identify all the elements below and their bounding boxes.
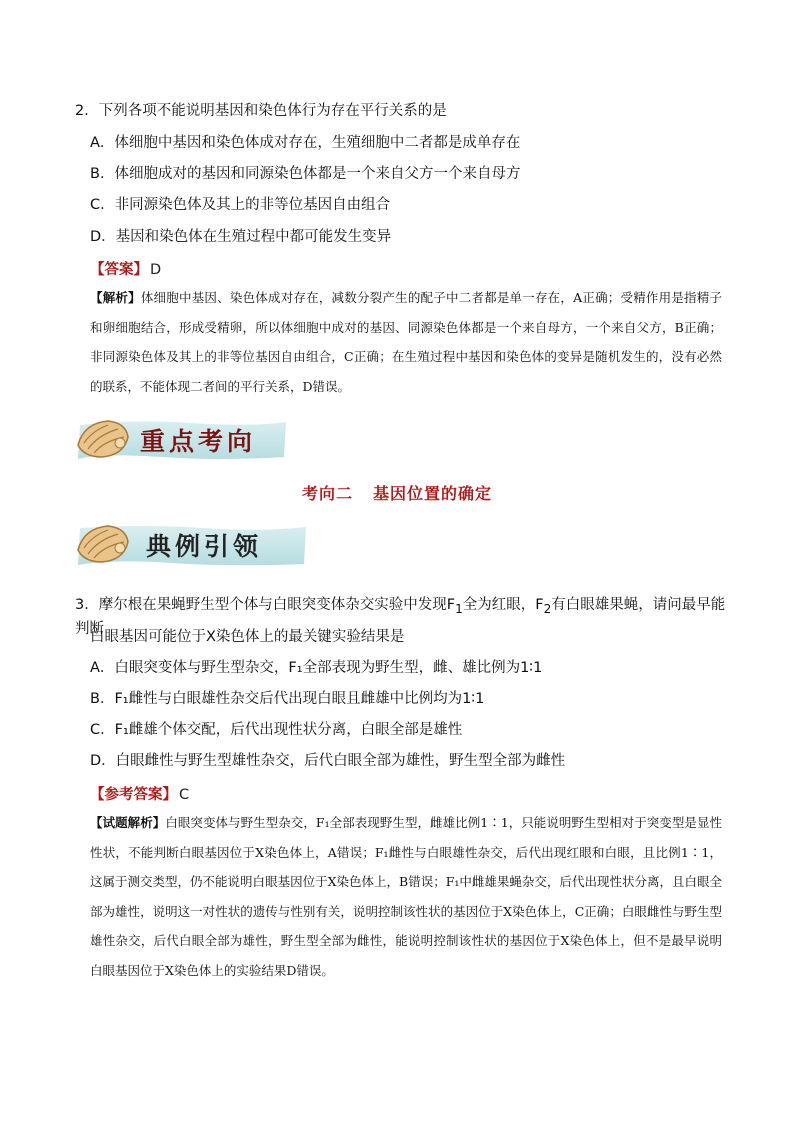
section-name: 基因位置的确定	[373, 484, 493, 503]
question-text-part-a: 摩尔根在果蝇野生型个体与白眼突变体杂交实验中发现	[98, 597, 447, 613]
question-3-option-d: D．白眼雌性与野生型雄性杂交，后代白眼全部为雄性，野生型全部为雌性	[90, 753, 566, 769]
section-number: 考向二	[301, 484, 353, 503]
question-2-option-a: A．体细胞中基因和染色体成对存在，生殖细胞中二者都是成单存在	[90, 135, 521, 151]
f1-symbol: F	[446, 597, 456, 613]
question-2-explanation	[90, 283, 722, 401]
question-text-part-c: 有白眼雄果蝇，请问最早能判断	[75, 597, 726, 637]
question-3-explanation	[90, 808, 722, 985]
question-text: 下列各项不能说明基因和染色体行为存在平行关系的是	[98, 103, 447, 119]
question-3-option-c: C．F₁雌雄个体交配，后代出现性状分离，白眼全部是雄性	[90, 722, 463, 738]
section-title	[0, 481, 794, 504]
banner-key-direction	[72, 417, 292, 463]
question-2-stem	[75, 101, 735, 121]
question-number: 3．	[75, 597, 99, 613]
answer-value: C	[179, 787, 190, 803]
question-2-option-c: C．非同源染色体及其上的非等位基因自由组合	[90, 197, 391, 213]
f2-symbol: F	[535, 597, 544, 613]
question-3-option-b: B．F₁雌性与白眼雄性杂交后代出现白眼且雌雄中比例均为1∶1	[90, 691, 485, 707]
question-3-option-a: A．白眼突变体与野生型杂交，F₁全部表现为野生型，雌、雄比例为1∶1	[90, 660, 543, 676]
explanation-text: 白眼突变体与野生型杂交，F₁全部表现野生型，雌雄比例1∶1，只能说明野生型相对于突变型是显性性状，不能判断白眼基因位于X染色体上，A错误；F₁雌性与白眼雄性杂交，后代出现红眼和白眼，且比例1∶1，这属于测交类型，仍不能说明白眼基因位于X染色体上，B错误；F₁中雌雄果蝇杂交，后代出现性状分离，且白眼全部为雄性，说明这一对性状的遗传与性别有关，说明控制该性状的基因位于X染色体上，C正确；白眼雌性与野生型雄性杂交，后代白眼全部为雄性，野生型全部为雌性，能说明控制该性状的基因位于X染色体上，但不是最早说明白眼基因位于X染色体上的实验结果D错误。	[90, 815, 722, 978]
question-2-answer	[90, 258, 161, 279]
question-2-option-b: B．体细胞成对的基因和同源染色体都是一个来自父方一个来自母方	[90, 166, 521, 182]
conch-shell-icon	[74, 415, 132, 463]
banner-typical-example	[72, 522, 312, 568]
question-3-stem-line-2: 白眼基因可能位于X染色体上的最关键实验结果是	[90, 629, 405, 645]
explanation-tag: 【试题解析】	[90, 815, 166, 830]
question-2-option-d: D．基因和染色体在生殖过程中都可能发生变异	[90, 229, 392, 245]
f1-subscript: 1	[455, 601, 463, 616]
question-number: 2．	[75, 103, 99, 119]
question-3-answer	[90, 783, 189, 804]
banner-label: 重点考向	[140, 427, 257, 456]
answer-value: D	[150, 262, 162, 278]
f2-subscript: 2	[543, 601, 552, 616]
conch-shell-icon	[74, 520, 132, 568]
answer-tag: 【参考答案】	[90, 787, 177, 803]
question-text-part-b: 全为红眼，	[462, 597, 536, 613]
explanation-tag: 【解析】	[90, 290, 141, 305]
banner-label: 典例引领	[146, 532, 263, 561]
answer-tag: 【答案】	[90, 262, 148, 278]
explanation-text: 体细胞中基因、染色体成对存在，减数分裂产生的配子中二者都是单一存在，A正确；受精作用是指精子和卵细胞结合，形成受精卵，所以体细胞中成对的基因、同源染色体都是一个来自母方，一个来自父方，B正确；非同源染色体及其上的非等位基因自由组合，C正确；在生殖过程中基因和染色体的变异是随机发生的，没有必然的联系，不能体现二者间的平行关系，D错误。	[90, 290, 722, 394]
